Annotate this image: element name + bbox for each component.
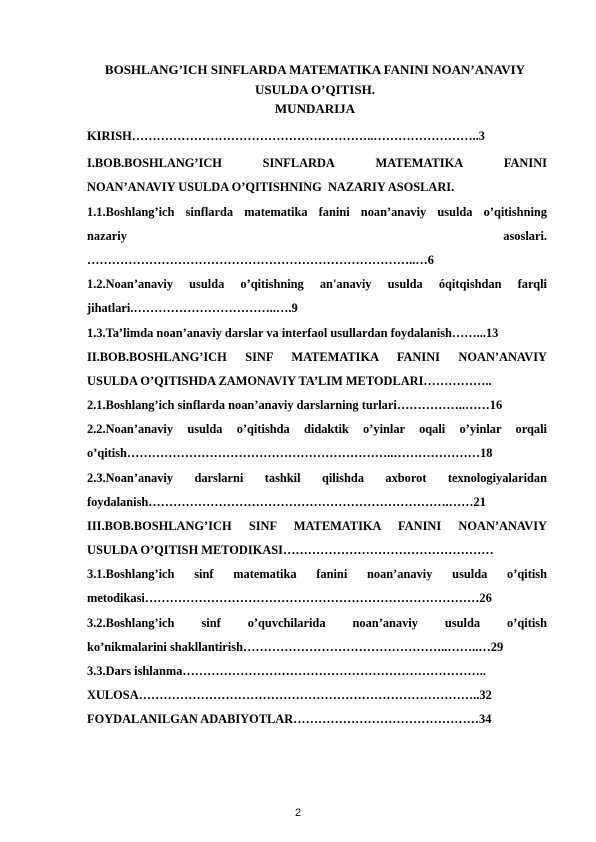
toc-chapter-1-line-1: [87, 155, 547, 171]
toc-section-1-2-line-1: 1.2.Noan’anaviy usulda o’qitishning an'anaviy usulda óqitqishdan farqli: [87, 277, 547, 291]
toc-section-1-3-line-1: 1.3.Ta’limda noan’anaviy darslar va interfaol usullardan foydalanish……...13: [87, 326, 499, 340]
toc-section-2-2-line-1: 2.2.Noan’anaviy usulda o’qitishda didaktik o’yinlar oqali o’yinlar orqali: [87, 422, 547, 436]
toc-section-3-2-word: o’qitish: [507, 616, 547, 630]
toc-section-3-2-word: usulda: [444, 616, 481, 630]
toc-section-2-2-line-2: o’qitish………………………………………………………..…………………18: [87, 446, 493, 460]
toc-chapter-1-line-2: NOAN’ANAVIY USULDA O’QITISHNING NAZARIY ASOSLARI.: [87, 180, 455, 194]
toc-section-1-1-word: nazariy: [87, 229, 127, 243]
toc-section-2-3-line-2: foydalanish……………………………………………………………….……21: [87, 495, 486, 509]
toc-chapter-1-word: MATEMATIKA: [375, 156, 464, 170]
toc-chapter-1-word: FANINI: [503, 156, 547, 170]
toc-section-3-2-word: noan’anaviy: [352, 616, 418, 630]
toc-section-3-2-word: o’quvchilarida: [247, 616, 326, 630]
toc-section-3-2-line-1: [87, 615, 547, 631]
toc-chapter-1-word: I.BOB.BOSHLANG’ICH: [87, 156, 222, 170]
document-title-line-1: BOSHLANG’ICH SINFLARDA MATEMATIKA FANINI NOAN’ANAVIY: [104, 62, 526, 77]
toc-chapter-3-line-2: USULDA O’QITISH METODIKASI……………………………………………: [87, 543, 494, 557]
toc-entry-kirish: KIRISH…………………………………………………..……………………..3: [87, 129, 485, 143]
toc-section-3-3-line-1: 3.3.Dars ishlanma………………………………………………………………..: [87, 664, 486, 678]
toc-chapter-3-line-1: III.BOB.BOSHLANG’ICH SINF MATEMATIKA FANINI NOAN’ANAVIY: [87, 519, 547, 533]
document-title-line-2: USULDA O’QITISH.: [255, 82, 375, 97]
toc-section-1-1-line-1: 1.1.Boshlang’ich sinflarda matematika fanini noan’anaviy usulda o’qitishning: [87, 205, 547, 219]
toc-section-3-2-line-2: ko’nikmalarini shakllantirish…………………………………………..……..…29: [87, 640, 504, 654]
toc-entry-foydalanilgan-adabiyotlar: FOYDALANILGAN ADABIYOTLAR………………………………………34: [87, 712, 492, 726]
toc-section-3-1-line-2: metodikasi………………………………………………………………………26: [87, 591, 492, 605]
toc-section-1-1-word: asoslari.: [503, 229, 547, 243]
toc-section-2-1-line-1: 2.1.Boshlang’ich sinflarda noan’anaviy darslarning turlari……………..……16: [87, 398, 503, 412]
toc-chapter-2-line-2: USULDA O’QITISHDA ZAMONAVIY TA’LIM METODLARI……………..: [87, 374, 492, 388]
page-number: 2: [294, 807, 302, 819]
toc-section-2-3-line-1: 2.3.Noan’anaviy darslarni tashkil qilishda axborot texnologiyalaridan: [87, 471, 547, 485]
toc-section-3-2-word: 3.2.Boshlang’ich: [87, 616, 175, 630]
toc-section-1-1-line-3: ……………………………………………………………………..…6: [87, 253, 434, 267]
toc-chapter-2-line-1: II.BOB.BOSHLANG’ICH SINF MATEMATIKA FANINI NOAN’ANAVIY: [87, 350, 547, 364]
toc-section-3-1-line-1: 3.1.Boshlang’ich sinf matematika fanini noan’anaviy usulda o’qitish: [87, 567, 547, 581]
toc-section-1-2-line-2: jihatlari.……………………………..….9: [87, 301, 298, 315]
toc-entry-xulosa: XULOSA………………………………………………………………………..32: [87, 688, 492, 702]
toc-chapter-1-word: SINFLARDA: [262, 156, 335, 170]
contents-heading: MUNDARIJA: [274, 101, 356, 116]
toc-section-3-2-word: sinf: [201, 616, 221, 630]
toc-section-1-1-line-2: [87, 228, 547, 244]
